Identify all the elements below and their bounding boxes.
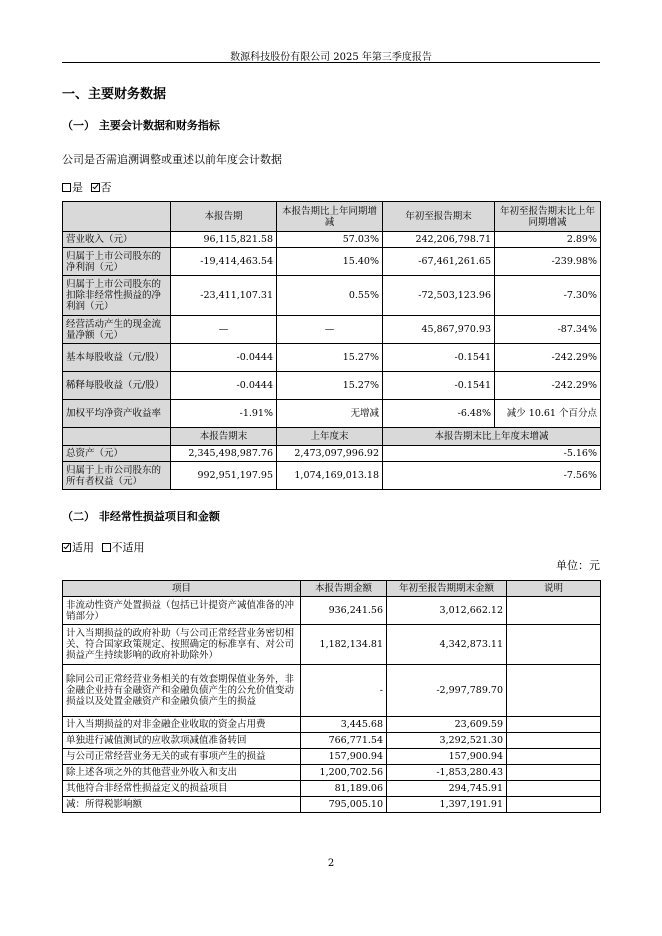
table-cell: -0.1541 — [383, 372, 495, 400]
table-cell: -239.98% — [495, 248, 601, 276]
column-header: 说明 — [507, 581, 601, 597]
table-cell: -7.30% — [495, 276, 601, 316]
retro-yes-label: 是 — [72, 181, 83, 194]
column-header: 年初至报告期末比上年同期增减 — [495, 202, 601, 232]
table-cell: -0.0444 — [171, 344, 277, 372]
column-header: 年初至报告期末 — [383, 202, 495, 232]
table-row — [63, 462, 601, 490]
header-rule — [62, 62, 600, 63]
table-cell: -6.48% — [383, 400, 495, 428]
table-cell: -2,997,789.70 — [387, 665, 507, 717]
table-row — [63, 625, 601, 665]
table-row — [63, 765, 601, 781]
column-header: 上年度末 — [277, 428, 383, 446]
table-cell: 15.40% — [277, 248, 383, 276]
table-cell: 992,951,197.95 — [171, 462, 277, 490]
table-row — [63, 344, 601, 372]
table-cell: 1,182,134.81 — [301, 625, 387, 665]
table-cell: 795,005.10 — [301, 797, 387, 813]
table-cell: -0.0444 — [171, 372, 277, 400]
item-label: 减：所得税影响额 — [63, 797, 301, 813]
table-cell: 3,445.68 — [301, 717, 387, 733]
table-cell: -67,461,261.65 — [383, 248, 495, 276]
table-cell: -5.16% — [383, 446, 601, 462]
table-header-row — [63, 581, 601, 597]
table-cell — [507, 625, 601, 665]
table-row — [63, 665, 601, 717]
row-label: 稀释每股收益（元/股） — [63, 372, 171, 400]
table-cell: 2,345,498,987.76 — [171, 446, 277, 462]
table-cell: -1.91% — [171, 400, 277, 428]
column-header: 本报告期比上年同期增减 — [277, 202, 383, 232]
checkbox-no-checked[interactable] — [91, 183, 100, 192]
financial-data-table — [62, 201, 601, 490]
table-cell: -1,853,280.43 — [387, 765, 507, 781]
non-recurring-items-table — [62, 580, 601, 813]
subsection-title-1: （一） 主要会计数据和财务指标 — [62, 119, 220, 132]
table-cell: - — [301, 665, 387, 717]
row-label: 归属于上市公司股东的扣除非经常性损益的净利润（元） — [63, 276, 171, 316]
row-label: 营业收入（元） — [63, 232, 171, 248]
table-row — [63, 372, 601, 400]
item-label: 除同公司正常经营业务相关的有效套期保值业务外，非金融企业持有金融资产和金融负债产生的公允价值变动损益以及处置金融资产和金融负债产生的损益 — [63, 665, 301, 717]
table-cell — [507, 781, 601, 797]
table-cell: — — [277, 316, 383, 344]
row-label: 归属于上市公司股东的净利润（元） — [63, 248, 171, 276]
table-cell: -23,411,107.31 — [171, 276, 277, 316]
table-cell: 0.55% — [277, 276, 383, 316]
table-cell: 57.03% — [277, 232, 383, 248]
column-header — [63, 202, 171, 232]
table-cell: 无增减 — [277, 400, 383, 428]
table-cell: 157,900.94 — [301, 749, 387, 765]
row-label: 归属于上市公司股东的所有者权益（元） — [63, 462, 171, 490]
table-cell — [507, 749, 601, 765]
table-cell: -87.34% — [495, 316, 601, 344]
item-label: 与公司正常经营业务无关的或有事项产生的损益 — [63, 749, 301, 765]
table-cell — [507, 765, 601, 781]
column-header: 本报告期末 — [171, 428, 277, 446]
column-header: 本报告期金额 — [301, 581, 387, 597]
table-cell: — — [171, 316, 277, 344]
item-label: 计入当期损益的对非金融企业收取的资金占用费 — [63, 717, 301, 733]
table-row — [63, 781, 601, 797]
item-label: 非流动性资产处置损益（包括已计提资产减值准备的冲销部分） — [63, 597, 301, 625]
table-row — [63, 597, 601, 625]
applicable-no-label: 不适用 — [111, 541, 145, 554]
table-cell: -7.56% — [383, 462, 601, 490]
table-row — [63, 717, 601, 733]
table-cell: 766,771.54 — [301, 733, 387, 749]
table-cell: 3,012,662.12 — [387, 597, 507, 625]
checkbox-not-applicable[interactable] — [102, 543, 111, 552]
item-label: 除上述各项之外的其他营业外收入和支出 — [63, 765, 301, 781]
table-cell: 1,074,169,013.18 — [277, 462, 383, 490]
table-cell: 15.27% — [277, 344, 383, 372]
table-cell: 23,609.59 — [387, 717, 507, 733]
retro-question: 公司是否需追溯调整或重述以前年度会计数据 — [62, 153, 282, 166]
retro-options — [62, 179, 112, 195]
table-cell — [507, 717, 601, 733]
table-row — [63, 248, 601, 276]
retro-no-label: 否 — [100, 181, 112, 194]
checkbox-applicable-checked[interactable] — [62, 543, 71, 552]
table-cell: -19,414,463.54 — [171, 248, 277, 276]
table-cell: 96,115,821.58 — [171, 232, 277, 248]
table-cell — [507, 665, 601, 717]
table-cell: 1,200,702.56 — [301, 765, 387, 781]
table-cell: 45,867,970.93 — [383, 316, 495, 344]
item-label: 计入当期损益的政府补助（与公司正常经营业务密切相关、符合国家政策规定、按照确定的标准享有、对公司损益产生持续影响的政府补助除外） — [63, 625, 301, 665]
table-header-row-2 — [63, 428, 601, 446]
applicable-yes-label: 适用 — [72, 541, 94, 554]
table-cell: 4,342,873.11 — [387, 625, 507, 665]
table-row — [63, 400, 601, 428]
table-cell: -0.1541 — [383, 344, 495, 372]
table-cell: 157,900.94 — [387, 749, 507, 765]
checkbox-yes[interactable] — [62, 183, 71, 192]
table-cell: -72,503,123.96 — [383, 276, 495, 316]
table-row — [63, 749, 601, 765]
table-cell — [507, 733, 601, 749]
table-cell: 81,189.06 — [301, 781, 387, 797]
row-label: 经营活动产生的现金流量净额（元） — [63, 316, 171, 344]
section-title: 一、主要财务数据 — [62, 87, 167, 102]
table-cell: 936,241.56 — [301, 597, 387, 625]
table-cell: -242.29% — [495, 372, 601, 400]
item-label: 单独进行减值测试的应收款项减值准备转回 — [63, 733, 301, 749]
table-cell — [507, 797, 601, 813]
table-cell: 减少 10.61 个百分点 — [495, 400, 601, 428]
table-row — [63, 232, 601, 248]
page-header: 数源科技股份有限公司 2025 年第三季度报告 — [230, 52, 432, 63]
table-cell: 15.27% — [277, 372, 383, 400]
unit-label: 单位：元 — [556, 559, 600, 572]
applicable-options — [62, 539, 145, 555]
table-row — [63, 446, 601, 462]
table-cell — [507, 597, 601, 625]
column-header — [63, 428, 171, 446]
table-header-row — [63, 202, 601, 232]
table-row — [63, 733, 601, 749]
table-row — [63, 797, 601, 813]
subsection-title-2: （二） 非经常性损益项目和金额 — [62, 510, 220, 523]
table-cell: 3,292,521.30 — [387, 733, 507, 749]
table-cell: 2.89% — [495, 232, 601, 248]
column-header: 本报告期 — [171, 202, 277, 232]
row-label: 基本每股收益（元/股） — [63, 344, 171, 372]
table-cell: 1,397,191.91 — [387, 797, 507, 813]
column-header: 项目 — [63, 581, 301, 597]
item-label: 其他符合非经常性损益定义的损益项目 — [63, 781, 301, 797]
table-row — [63, 316, 601, 344]
table-cell: 294,745.91 — [387, 781, 507, 797]
column-header: 年初至报告期期末金额 — [387, 581, 507, 597]
column-header: 本报告期末比上年度末增减 — [383, 428, 601, 446]
table-cell: -242.29% — [495, 344, 601, 372]
table-cell: 242,206,798.71 — [383, 232, 495, 248]
table-cell: 2,473,097,996.92 — [277, 446, 383, 462]
table-row — [63, 276, 601, 316]
page-number: 2 — [327, 858, 335, 869]
row-label: 总资产（元） — [63, 446, 171, 462]
row-label: 加权平均净资产收益率 — [63, 400, 171, 428]
